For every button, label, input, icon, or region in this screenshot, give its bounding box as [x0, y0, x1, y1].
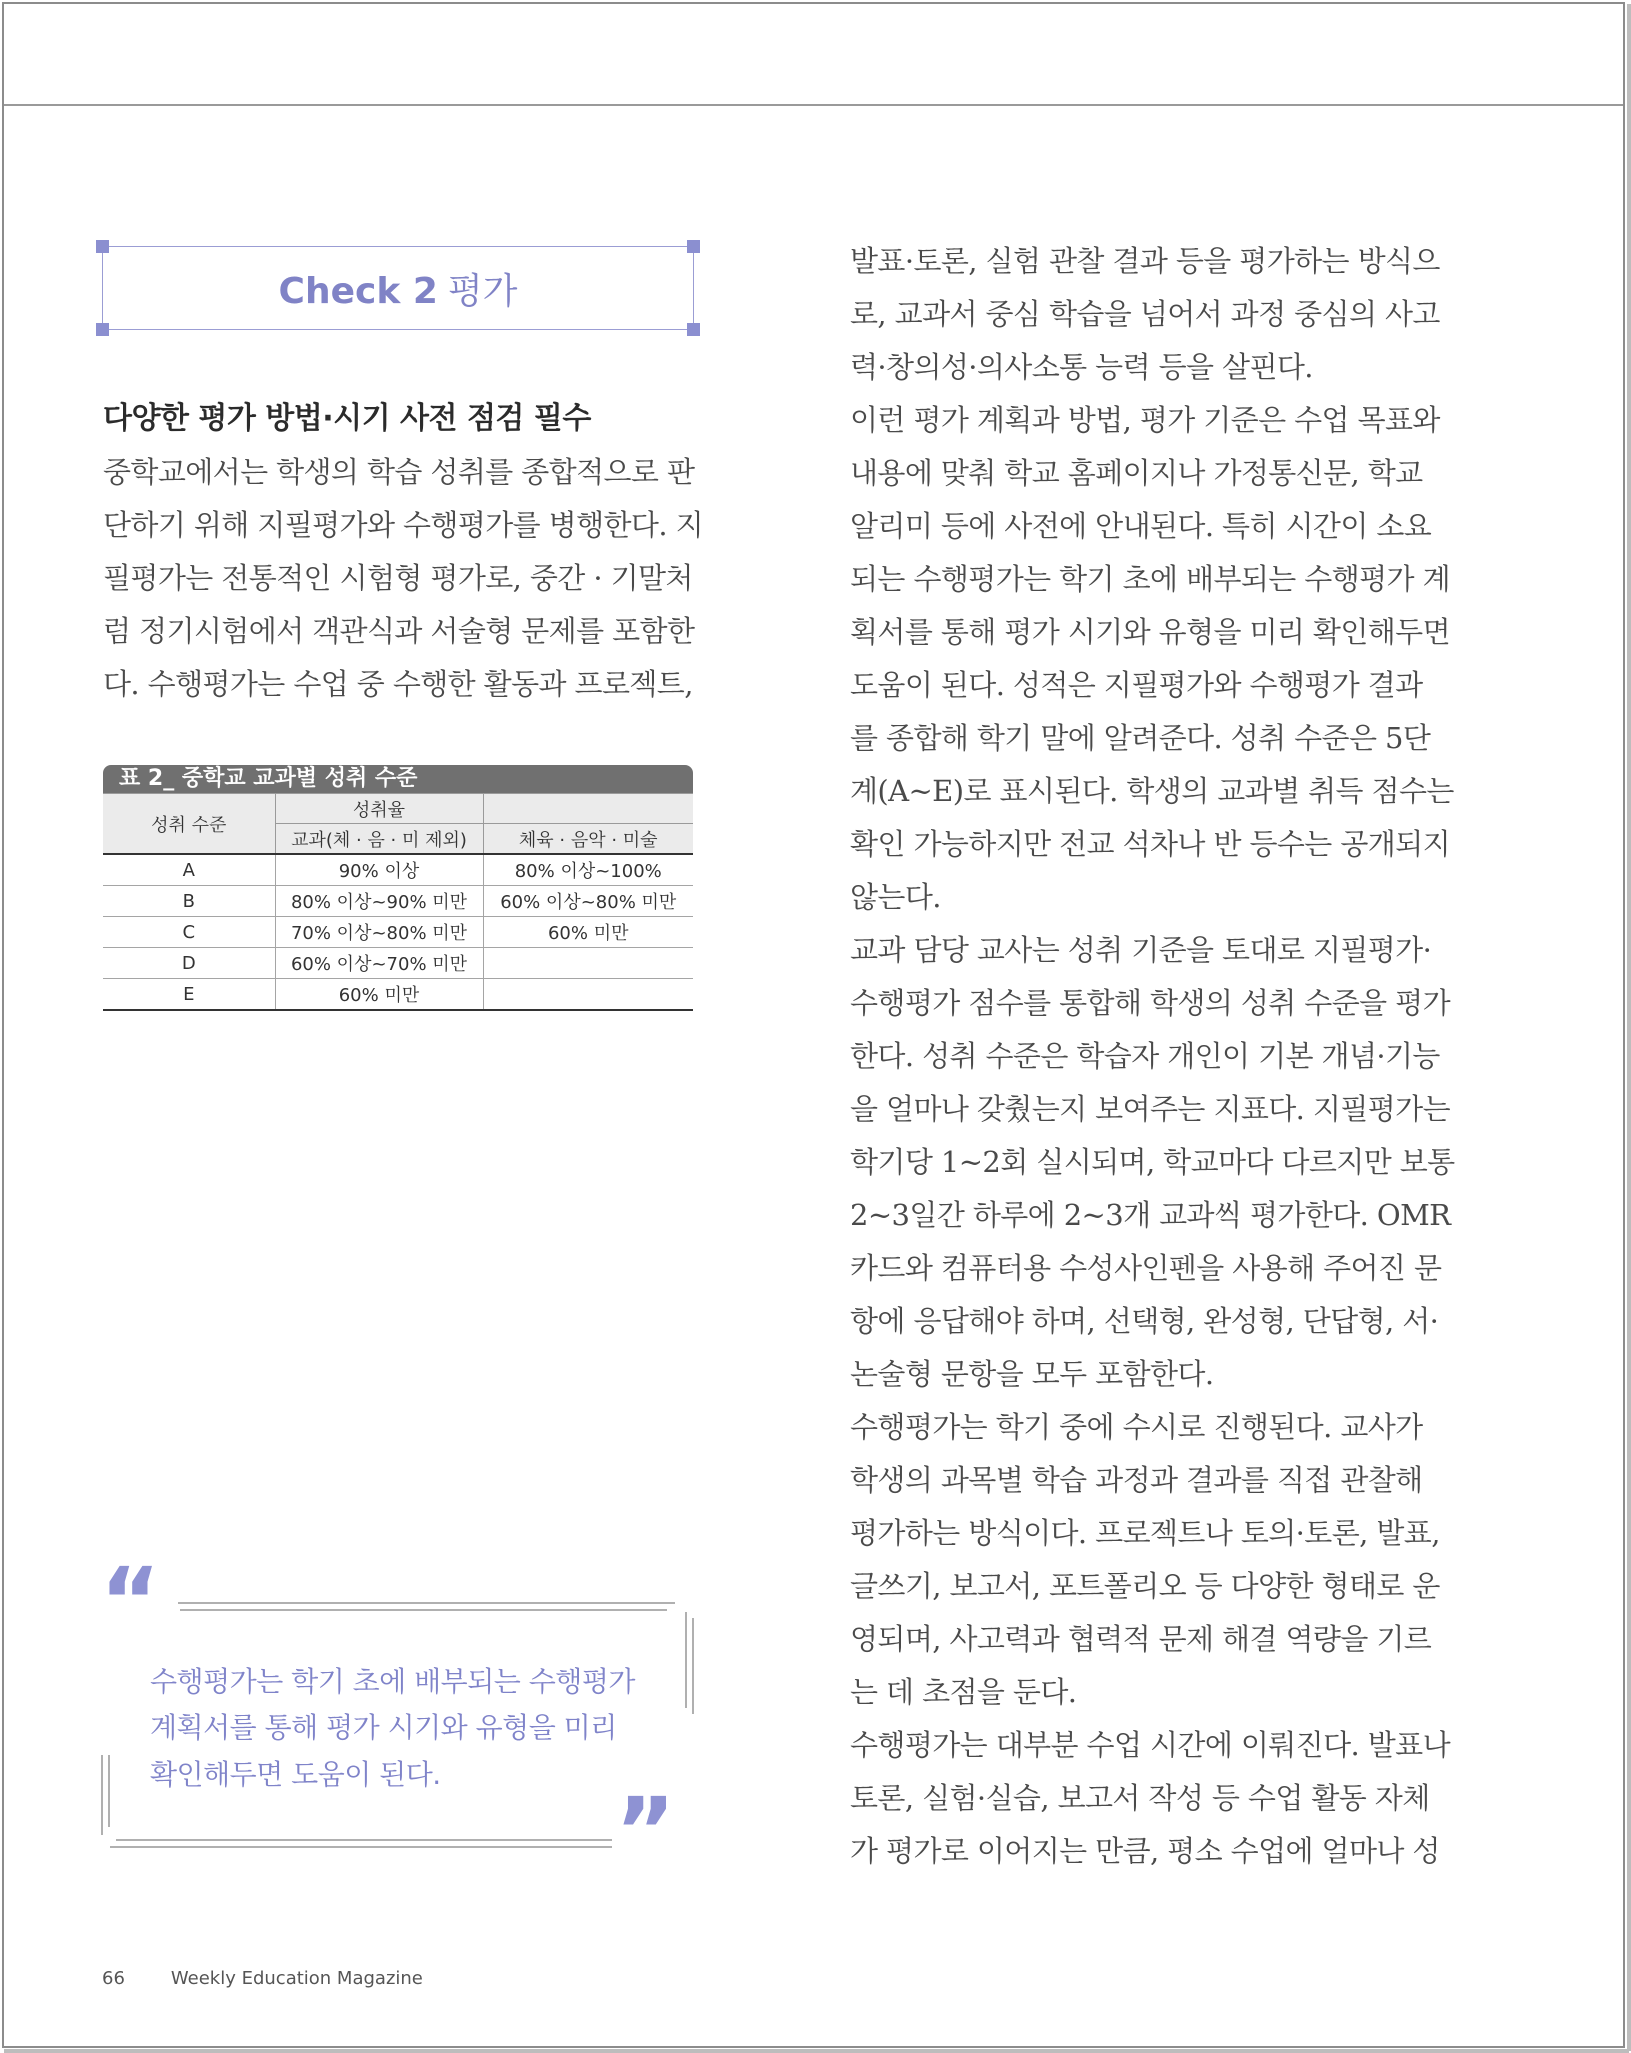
quote-line: 수행평가는 학기 초에 배부되는 수행평가 — [150, 1665, 635, 1698]
achievement-table — [103, 793, 693, 1011]
close-quote-icon: ” — [615, 1778, 676, 1885]
body-line: 획서를 통해 평가 시기와 유형을 미리 확인해두면 — [850, 615, 1450, 649]
table-row — [103, 948, 693, 979]
quote-border-bottom — [110, 1846, 612, 1848]
check-title — [103, 263, 693, 314]
body-line: 않는다. — [850, 880, 941, 914]
body-line: 알리미 등에 사전에 안내된다. 특히 시간이 소요 — [850, 509, 1432, 543]
quote-line: 계획서를 통해 평가 시기와 유형을 미리 — [150, 1711, 617, 1744]
body-line: 다. 수행평가는 수업 중 수행한 활동과 프로젝트, — [103, 667, 693, 701]
check-section-box — [102, 246, 694, 330]
top-rule — [4, 104, 1623, 106]
body-line: 영되며, 사고력과 협력적 문제 해결 역량을 기르 — [850, 1622, 1432, 1656]
cell-level: C — [103, 917, 275, 948]
body-line: 수행평가는 대부분 수업 시간에 이뤄진다. 발표나 — [850, 1728, 1450, 1762]
quote-border-left-inner — [108, 1755, 110, 1827]
cell-level: A — [103, 854, 275, 886]
table-row — [103, 979, 693, 1011]
cell-general: 70% 이상~80% 미만 — [275, 917, 483, 948]
header-rate-blank — [483, 794, 693, 824]
header-sub-arts: 체육 · 음악 · 미술 — [483, 824, 693, 855]
magazine-name: Weekly Education Magazine — [170, 1968, 423, 1989]
cell-arts — [483, 979, 693, 1011]
body-line: 한다. 성취 수준은 학습자 개인이 기본 개념·기능 — [850, 1039, 1440, 1073]
body-line: 내용에 맞춰 학교 홈페이지나 가정통신문, 학교 — [850, 456, 1423, 490]
body-line: 수행평가 점수를 통합해 학생의 성취 수준을 평가 — [850, 986, 1450, 1020]
body-line: 2~3일간 하루에 2~3개 교과씩 평가한다. OMR — [850, 1198, 1451, 1232]
body-line: 력·창의성·의사소통 능력 등을 살핀다. — [850, 350, 1313, 384]
body-line: 는 데 초점을 둔다. — [850, 1675, 1077, 1709]
quote-line: 확인해두면 도움이 된다. — [150, 1758, 441, 1791]
body-line: 단하기 위해 지필평가와 수행평가를 병행한다. 지 — [103, 508, 703, 542]
corner-handle — [687, 323, 700, 336]
cell-level: D — [103, 948, 275, 979]
body-line: 논술형 문항을 모두 포함한다. — [850, 1357, 1214, 1391]
table-row — [103, 886, 693, 917]
body-line: 로, 교과서 중심 학습을 넘어서 과정 중심의 사고 — [850, 297, 1440, 331]
cell-arts: 80% 이상~100% — [483, 854, 693, 886]
body-line: 학생의 과목별 학습 과정과 결과를 직접 관찰해 — [850, 1463, 1423, 1497]
quote-border-bottom-inner — [116, 1839, 612, 1841]
cell-general: 60% 미만 — [275, 979, 483, 1011]
section-heading: 다양한 평가 방법·시기 사전 점검 필수 — [103, 401, 591, 436]
page-shadow-right — [1627, 4, 1631, 2051]
cell-arts: 60% 미만 — [483, 917, 693, 948]
body-line: 이런 평가 계획과 방법, 평가 기준은 수업 목표와 — [850, 403, 1440, 437]
cell-level: E — [103, 979, 275, 1011]
cell-general: 90% 이상 — [275, 854, 483, 886]
body-line: 필평가는 전통적인 시험형 평가로, 중간 · 기말처 — [103, 561, 693, 595]
quote-border-top — [178, 1602, 675, 1604]
cell-general: 80% 이상~90% 미만 — [275, 886, 483, 917]
body-line: 발표·토론, 실험 관찰 결과 등을 평가하는 방식으 — [850, 244, 1440, 278]
quote-border-top-inner — [180, 1609, 667, 1611]
cell-arts — [483, 948, 693, 979]
quote-border-right-outer — [692, 1618, 694, 1714]
body-line: 카드와 컴퓨터용 수성사인펜을 사용해 주어진 문 — [850, 1251, 1442, 1285]
body-line: 확인 가능하지만 전교 석차나 반 등수는 공개되지 — [850, 827, 1450, 861]
page-footer — [102, 1968, 423, 1989]
corner-handle — [687, 240, 700, 253]
header-level: 성취 수준 — [103, 794, 275, 855]
body-line: 글쓰기, 보고서, 포트폴리오 등 다양한 형태로 운 — [850, 1569, 1440, 1603]
corner-handle — [96, 323, 109, 336]
cell-arts: 60% 이상~80% 미만 — [483, 886, 693, 917]
body-line: 도움이 된다. 성적은 지필평가와 수행평가 결과 — [850, 668, 1423, 702]
body-line: 되는 수행평가는 학기 초에 배부되는 수행평가 계 — [850, 562, 1450, 596]
body-line: 평가하는 방식이다. 프로젝트나 토의·토론, 발표, — [850, 1516, 1440, 1550]
body-line: 럼 정기시험에서 객관식과 서술형 문제를 포함한 — [103, 614, 695, 648]
cell-general: 60% 이상~70% 미만 — [275, 948, 483, 979]
body-line: 를 종합해 학기 말에 알려준다. 성취 수준은 5단 — [850, 721, 1431, 755]
cell-level: B — [103, 886, 275, 917]
corner-handle — [96, 240, 109, 253]
body-line: 중학교에서는 학생의 학습 성취를 종합적으로 판 — [103, 455, 695, 489]
header-sub-general: 교과(체 · 음 · 미 제외) — [275, 824, 483, 855]
body-line: 교과 담당 교사는 성취 기준을 토대로 지필평가· — [850, 933, 1432, 967]
check-subject: 평가 — [447, 271, 518, 312]
body-line: 수행평가는 학기 중에 수시로 진행된다. 교사가 — [850, 1410, 1423, 1444]
check-label: Check 2 — [278, 271, 438, 312]
body-line: 을 얼마나 갖췄는지 보여주는 지표다. 지필평가는 — [850, 1092, 1450, 1126]
body-line: 계(A~E)로 표시된다. 학생의 교과별 취득 점수는 — [850, 774, 1454, 808]
page-number: 66 — [102, 1968, 125, 1989]
body-line: 학기당 1~2회 실시되며, 학교마다 다르지만 보통 — [850, 1145, 1455, 1179]
table-title: 표 2_ 중학교 교과별 성취 수준 — [103, 765, 693, 793]
header-rate: 성취율 — [275, 794, 483, 824]
body-line: 토론, 실험·실습, 보고서 작성 등 수업 활동 자체 — [850, 1781, 1430, 1815]
table-row — [103, 917, 693, 948]
table-row — [103, 854, 693, 886]
page-shadow-bottom — [4, 2049, 1629, 2053]
open-quote-icon: “ — [100, 1548, 161, 1655]
quote-border-right — [685, 1612, 687, 1708]
quote-border-left — [101, 1755, 103, 1835]
body-line: 가 평가로 이어지는 만큼, 평소 수업에 얼마나 성 — [850, 1834, 1440, 1868]
body-line: 항에 응답해야 하며, 선택형, 완성형, 단답형, 서· — [850, 1304, 1439, 1338]
